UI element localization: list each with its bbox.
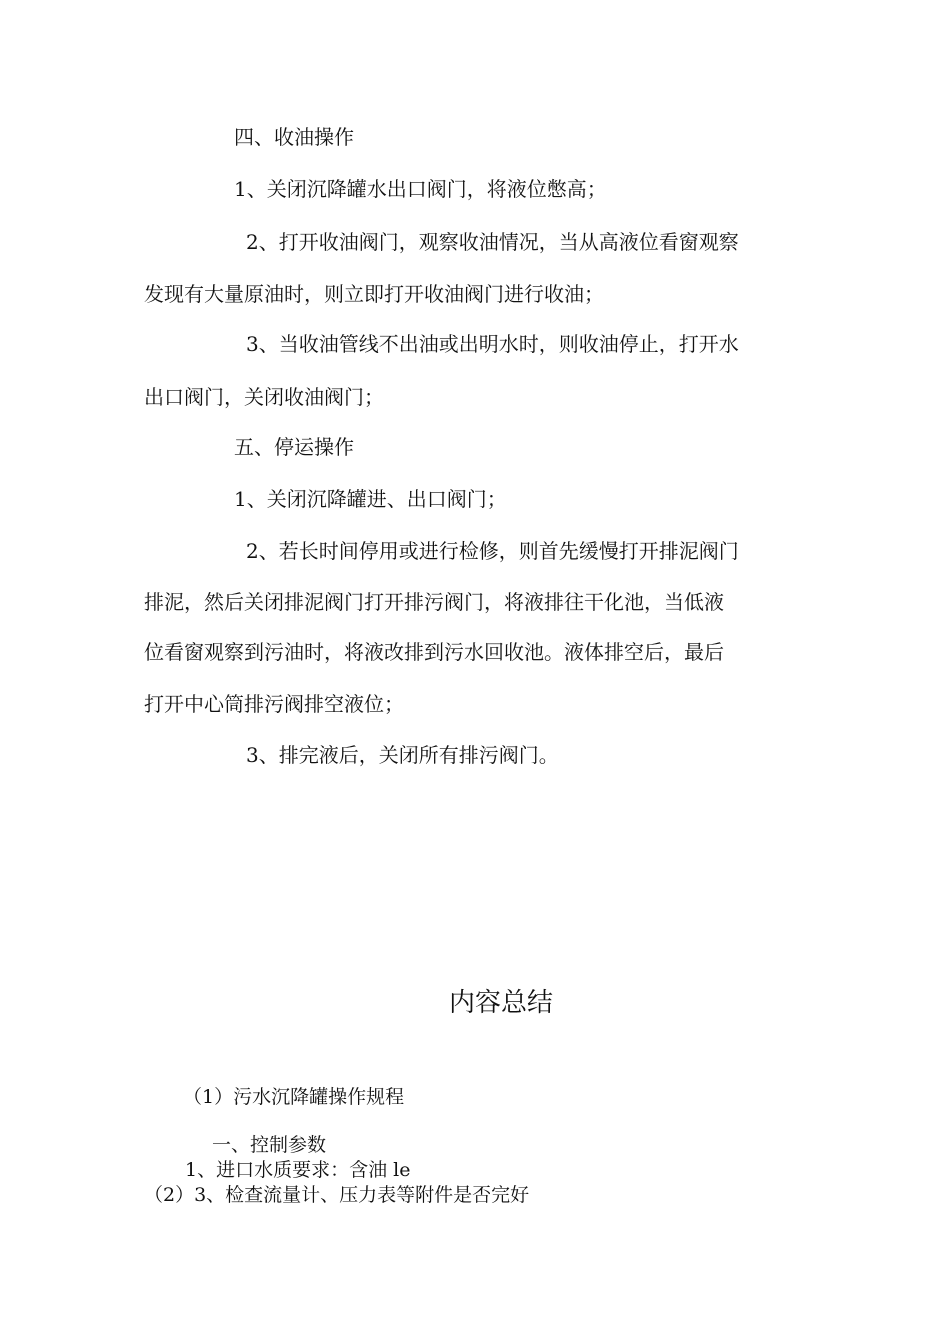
section5-item3: 3、排完液后，关闭所有排污阀门。 — [246, 743, 559, 767]
section4-item2-line1: 2、打开收油阀门，观察收油情况，当从高液位看窗观察 — [246, 230, 739, 254]
section5-item2-line1: 2、若长时间停用或进行检修，则首先缓慢打开排泥阀门 — [246, 539, 739, 563]
section5-item2-line3: 位看窗观察到污油时，将液改排到污水回收池。液体排空后，最后 — [144, 640, 724, 664]
summary-line2: 一、控制参数 — [212, 1134, 327, 1156]
section4-heading: 四、收油操作 — [234, 125, 354, 149]
summary-title: 内容总结 — [449, 988, 554, 1018]
summary-line3: 1、进口水质要求：含油 le — [185, 1159, 411, 1181]
section5-heading: 五、停运操作 — [234, 435, 354, 459]
section4-item2-line2: 发现有大量原油时，则立即打开收油阀门进行收油； — [144, 282, 604, 306]
section4-item1: 1、关闭沉降罐水出口阀门，将液位憋高； — [234, 177, 607, 201]
section4-item3-line1: 3、当收油管线不出油或出明水时，则收油停止，打开水 — [246, 332, 739, 356]
section4-item3-line2: 出口阀门，关闭收油阀门； — [144, 385, 384, 409]
summary-line4: （2）3、检查流量计、压力表等附件是否完好 — [144, 1184, 530, 1206]
section5-item2-line4: 打开中心筒排污阀排空液位； — [144, 692, 404, 716]
summary-line1: （1）污水沉降罐操作规程 — [183, 1086, 405, 1108]
section5-item2-line2: 排泥，然后关闭排泥阀门打开排污阀门，将液排往干化池，当低液 — [144, 590, 724, 614]
section5-item1: 1、关闭沉降罐进、出口阀门； — [234, 487, 507, 511]
